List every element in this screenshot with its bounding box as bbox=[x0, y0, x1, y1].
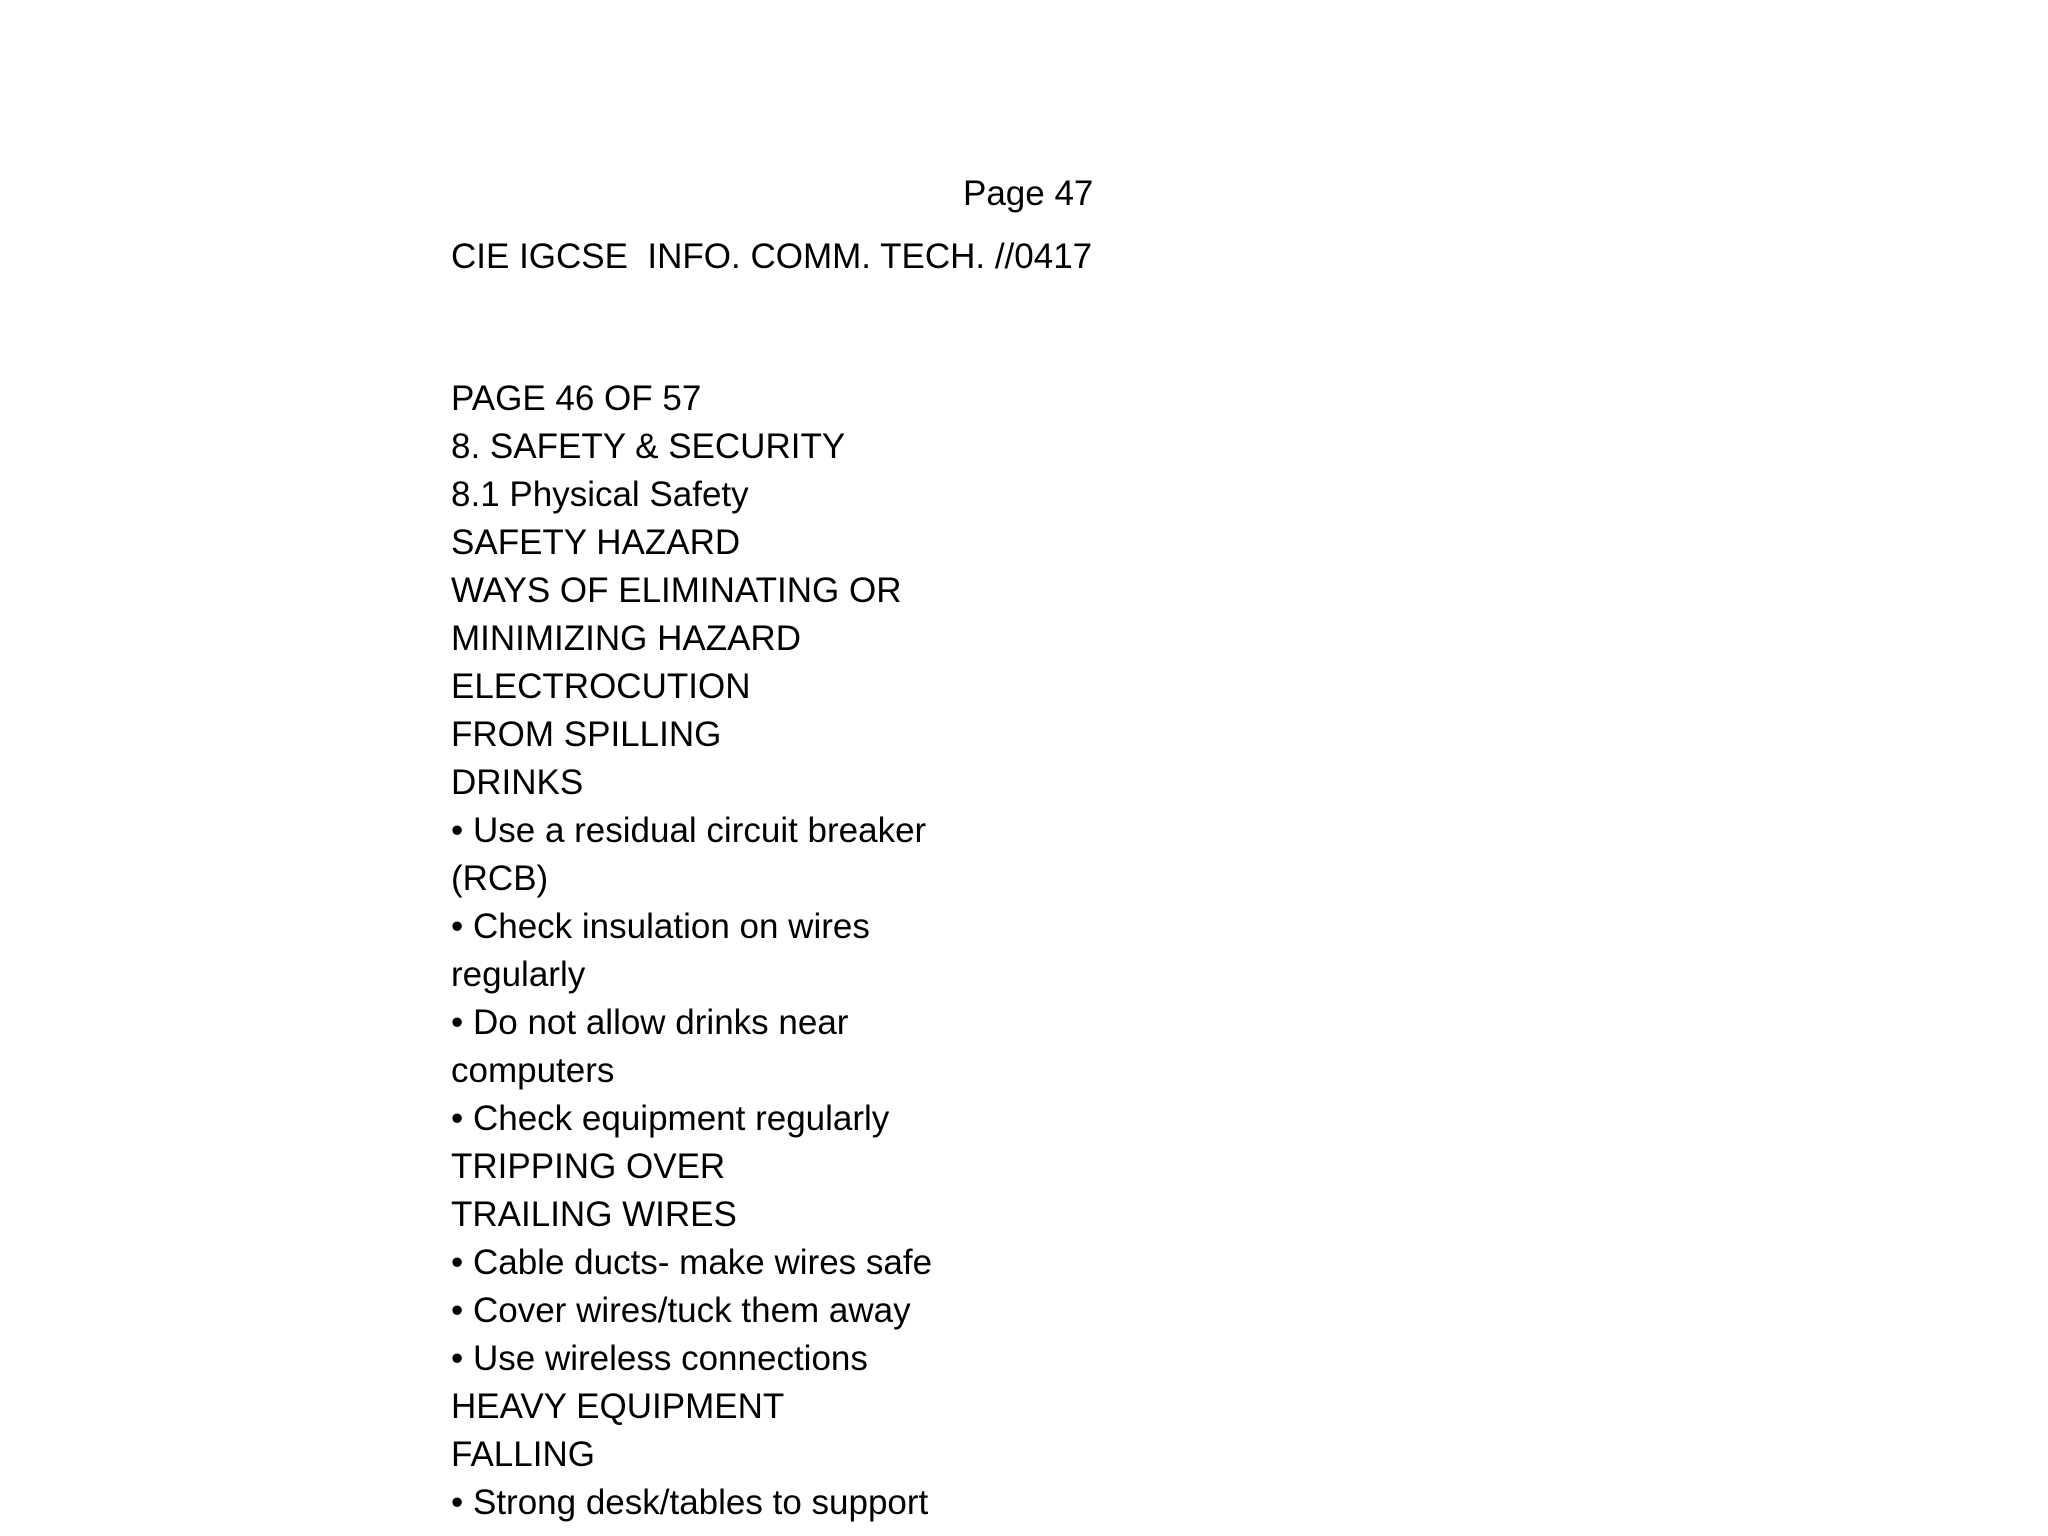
subsection-heading: 8.1 Physical Safety bbox=[451, 475, 749, 514]
bullet-item: • Use wireless connections bbox=[451, 1339, 868, 1378]
bullet-item-continuation: (RCB) bbox=[451, 859, 549, 898]
document-body bbox=[451, 375, 932, 1527]
bullet-item: • Cable ducts- make wires safe bbox=[451, 1243, 933, 1282]
hazard-name: TRAILING WIRES bbox=[451, 1195, 737, 1234]
bullet-item: • Strong desk/tables to support bbox=[451, 1483, 929, 1522]
bullet-item-continuation: regularly bbox=[451, 955, 586, 994]
hazard-name: DRINKS bbox=[451, 763, 584, 802]
section-heading: 8. SAFETY & SECURITY bbox=[451, 427, 846, 466]
hazard-name: FROM SPILLING bbox=[451, 715, 722, 754]
bullet-item: • Check equipment regularly bbox=[451, 1099, 890, 1138]
table-column-header: MINIMIZING HAZARD bbox=[451, 619, 801, 658]
page-number-label: Page 47 bbox=[963, 174, 1094, 213]
hazard-name: HEAVY EQUIPMENT bbox=[451, 1387, 785, 1426]
document-header: CIE IGCSE INFO. COMM. TECH. //0417 bbox=[451, 237, 1093, 276]
bullet-item: • Check insulation on wires bbox=[451, 907, 870, 946]
hazard-name: ELECTROCUTION bbox=[451, 667, 751, 706]
bullet-item: • Use a residual circuit breaker bbox=[451, 811, 927, 850]
bullet-item: • Do not allow drinks near bbox=[451, 1003, 849, 1042]
table-column-header: SAFETY HAZARD bbox=[451, 523, 741, 562]
table-column-header: WAYS OF ELIMINATING OR bbox=[451, 571, 902, 610]
hazard-name: TRIPPING OVER bbox=[451, 1147, 726, 1186]
bullet-item-continuation: computers bbox=[451, 1051, 615, 1090]
bullet-item: • Cover wires/tuck them away bbox=[451, 1291, 911, 1330]
hazard-name: FALLING bbox=[451, 1435, 595, 1474]
page-count-line: PAGE 46 OF 57 bbox=[451, 379, 702, 418]
